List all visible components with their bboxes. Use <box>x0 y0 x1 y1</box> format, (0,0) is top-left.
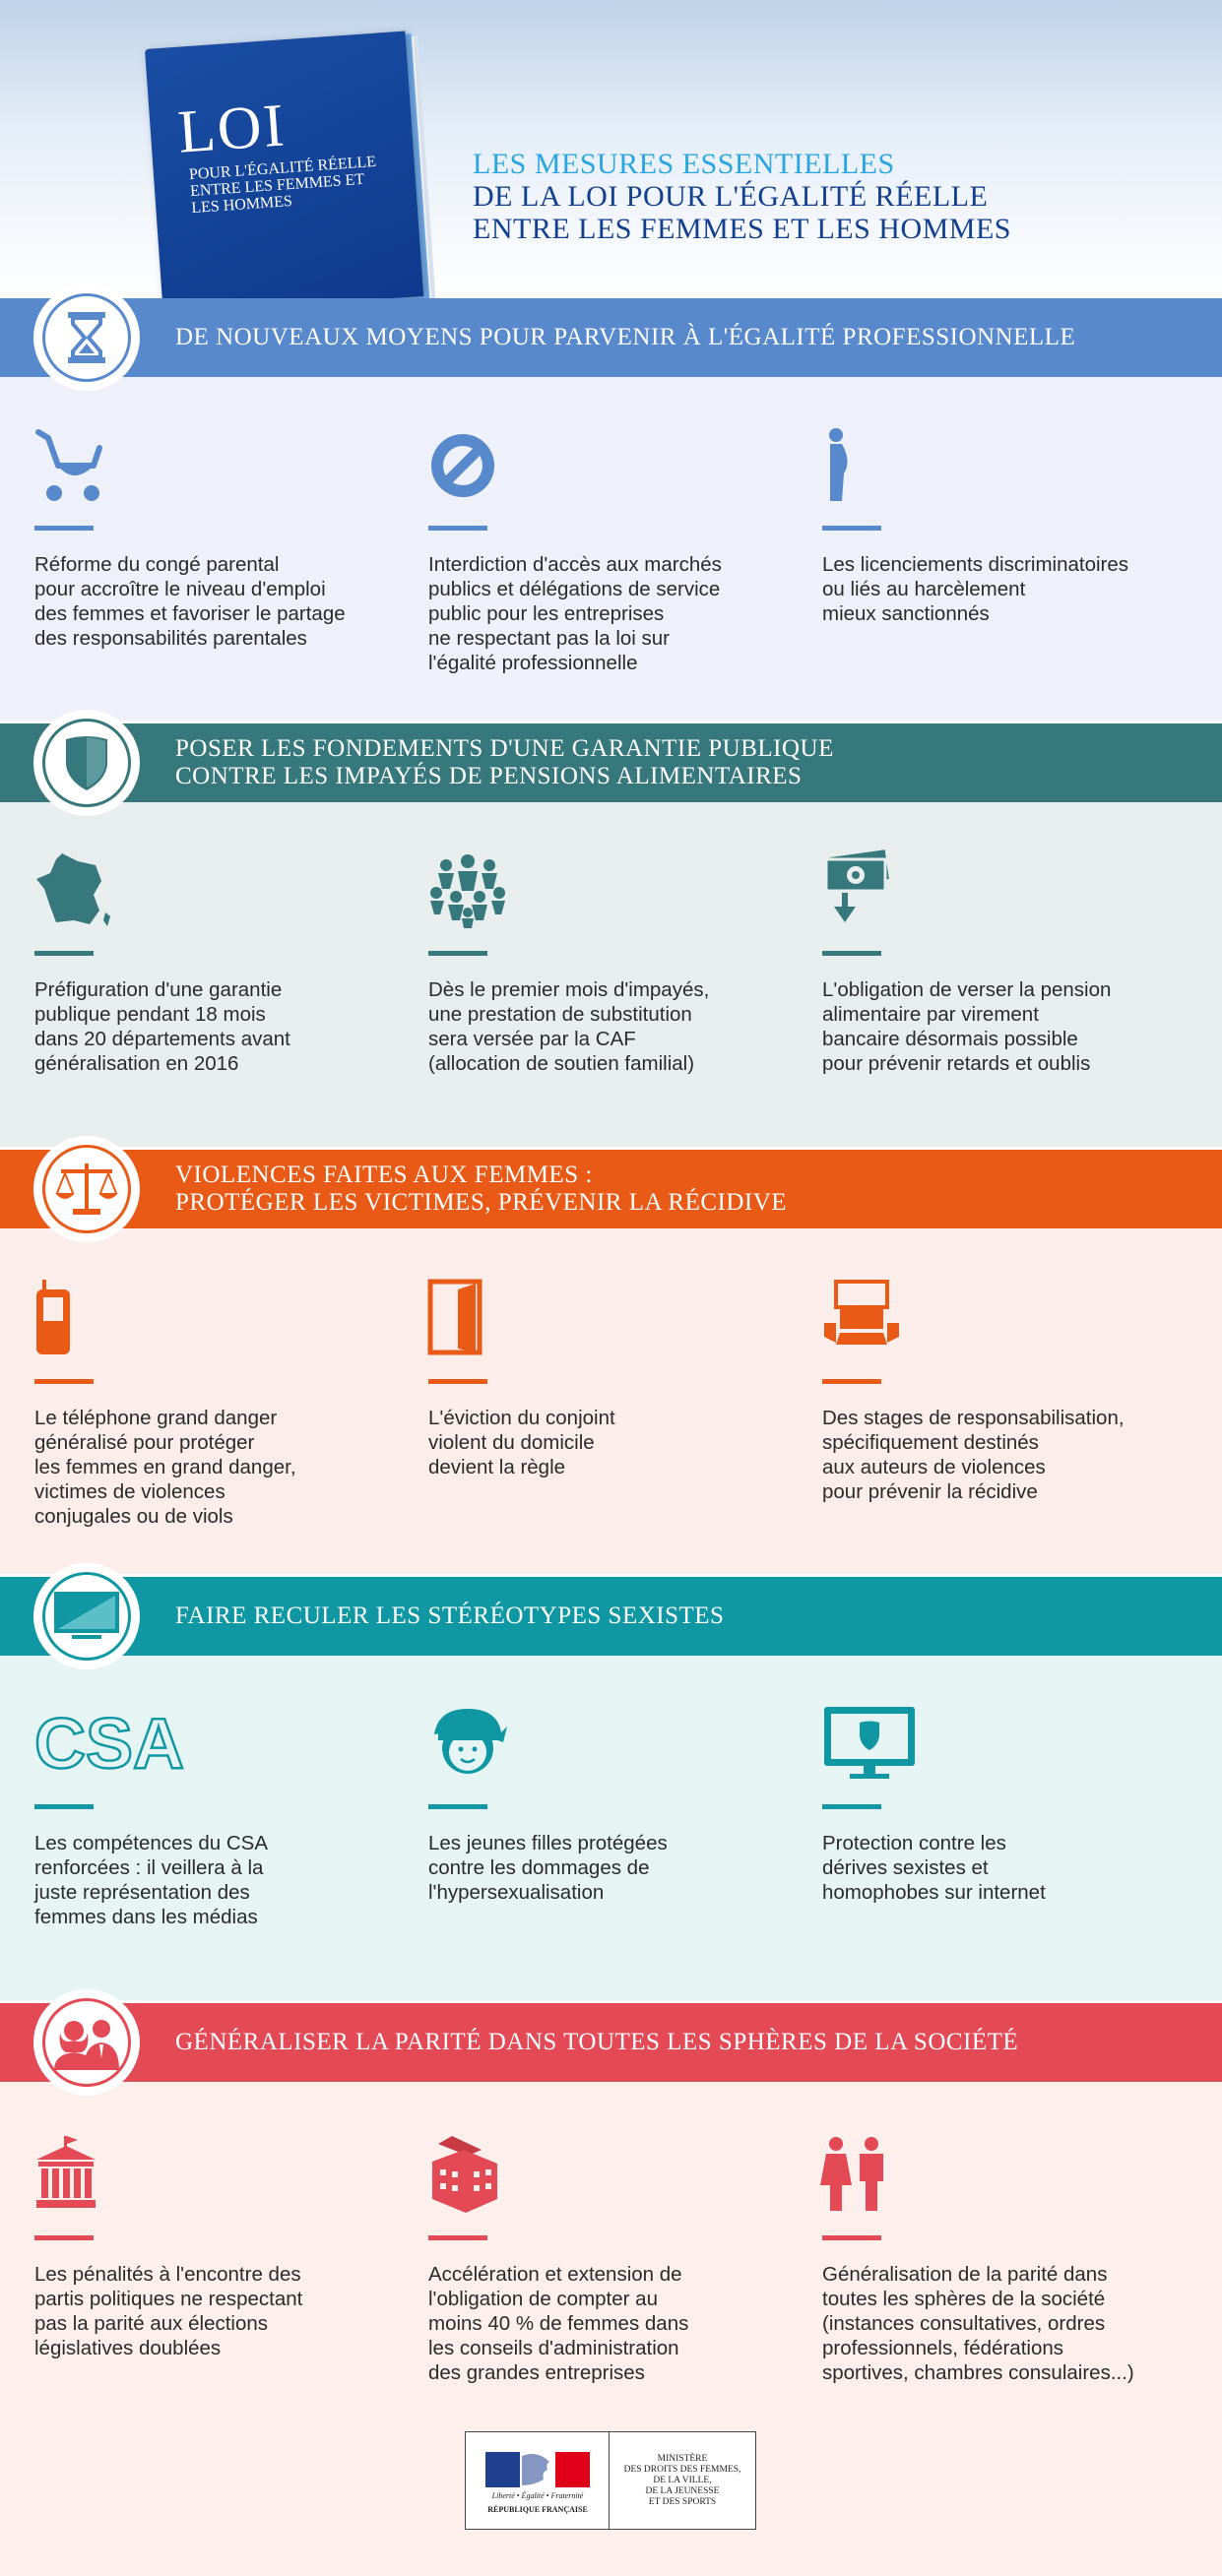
section-3-band <box>0 1150 1222 1228</box>
medal-ring <box>42 719 131 807</box>
republic-motto: Liberté • Égalité • Fraternité <box>491 2491 584 2500</box>
divider <box>822 1379 881 1384</box>
section-title-line1: GÉNÉRALISER LA PARITÉ DANS TOUTES LES SPHÈRES DE LA SOCIÉTÉ <box>175 2029 1019 2055</box>
section-1-body <box>0 377 1222 721</box>
divider <box>428 2235 487 2240</box>
section-3-body <box>0 1228 1222 1574</box>
marianne-logo <box>466 2432 610 2529</box>
divider <box>34 1804 94 1809</box>
section-4-band <box>0 1577 1222 1656</box>
section-title-line1: POSER LES FONDEMENTS D'UNE GARANTIE PUBLIQUE <box>175 735 834 762</box>
section-4-medal <box>33 1563 140 1669</box>
man-woman-icon <box>52 2015 121 2070</box>
book-subtitle: POUR L'ÉGALITÉ RÉELLE ENTRE LES FEMMES ET LES HOMMES <box>188 153 377 218</box>
medal-ring <box>42 1145 131 1233</box>
item-text: Des stages de responsabilisation, spécifiquement destinés aux auteurs de violences pour prévenir la récidive <box>822 1407 1125 1503</box>
item-text: Préfiguration d'une garantie publique pendant 18 mois dans 20 départements avant généralisation en 2016 <box>34 978 290 1075</box>
medal-ring <box>42 1572 131 1661</box>
item-text: Interdiction d'accès aux marchés publics et délégations de service public pour les entreprises ne respectant pas la loi sur l'égalité professionnelle <box>428 553 722 674</box>
section-5-band <box>0 2003 1222 2082</box>
republic-name: RÉPUBLIQUE FRANÇAISE <box>487 2505 588 2514</box>
item-text: Réforme du congé parental pour accroître le niveau d'emploi des femmes et favoriser le partage des responsabilités parentales <box>34 553 346 650</box>
section-1-band <box>0 298 1222 377</box>
divider <box>428 1379 487 1384</box>
section-3-title <box>175 1150 1209 1228</box>
section-title-line1: DE NOUVEAUX MOYENS POUR PARVENIR À L'ÉGALITÉ PROFESSIONNELLE <box>175 324 1076 350</box>
item-text: Les jeunes filles protégées contre les dommages de l'hypersexualisation <box>428 1832 668 1904</box>
tricolor-flag-icon <box>485 2452 590 2487</box>
section-5-medal <box>33 1989 140 2096</box>
medal-ring <box>42 1998 131 2087</box>
page-title-line3: ENTRE LES FEMMES ET LES HOMMES <box>473 213 1011 245</box>
divider <box>34 526 94 531</box>
stroller-icon <box>34 426 113 505</box>
item-text: Les pénalités à l'encontre des partis politiques ne respectant pas la parité aux élections législatives doublées <box>34 2263 303 2359</box>
france-map-icon <box>34 851 113 930</box>
shield-icon <box>62 733 111 792</box>
government-logo <box>465 2431 756 2530</box>
header <box>0 0 1222 298</box>
item-text: Accélération et extension de l'obligation de compter au moins 40 % de femmes dans les conseils d'administration des grandes entreprises <box>428 2263 689 2384</box>
divider <box>428 526 487 531</box>
company-building-icon <box>428 2136 507 2215</box>
tv-screen-icon <box>52 1590 121 1643</box>
mobile-phone-icon <box>34 1280 113 1358</box>
divider <box>428 951 487 956</box>
family-group-icon <box>428 851 507 930</box>
section-3-medal <box>33 1136 140 1242</box>
section-2-body <box>0 802 1222 1147</box>
page-title-line1: LES MESURES ESSENTIELLES <box>473 148 895 180</box>
section-1-medal <box>33 284 140 391</box>
shielded-monitor-icon <box>822 1705 921 1784</box>
item-text: Généralisation de la parité dans toutes les sphères de la société (instances consultatives, ordres professionnels, fédérations sportives, chambres consulaires...) <box>822 2263 1134 2384</box>
item-text: Les licenciements discriminatoires ou liés au harcèlement mieux sanctionnés <box>822 553 1129 625</box>
girl-face-icon <box>428 1705 507 1784</box>
section-2-medal <box>33 710 140 816</box>
divider <box>822 526 881 531</box>
page-title <box>473 148 1201 245</box>
section-title-line2: CONTRE LES IMPAYÉS DE PENSIONS ALIMENTAIRES <box>175 763 803 789</box>
csa-logo-icon <box>34 1705 185 1784</box>
section-5-title <box>175 2003 1209 2082</box>
item-text: L'éviction du conjoint violent du domicile devient la règle <box>428 1407 615 1478</box>
section-2-band <box>0 723 1222 802</box>
section-4-body <box>0 1656 1222 2000</box>
item-text: Protection contre les dérives sexistes et homophobes sur internet <box>822 1832 1046 1904</box>
law-book-illustration <box>145 31 423 315</box>
parliament-icon <box>34 2136 113 2215</box>
section-2-title <box>175 723 1209 802</box>
item-text: L'obligation de verser la pension alimentaire par virement bancaire désormais possible pour prévenir retards et oublis <box>822 978 1112 1075</box>
section-title-line2: PROTÉGER LES VICTIMES, PRÉVENIR LA RÉCIDIVE <box>175 1189 788 1216</box>
classroom-icon <box>822 1280 901 1358</box>
divider <box>34 2235 94 2240</box>
pregnant-woman-icon <box>822 426 901 505</box>
hourglass-icon <box>62 310 111 365</box>
bank-transfer-icon <box>822 851 901 930</box>
divider <box>428 1804 487 1809</box>
item-text: Les compétences du CSA renforcées : il veillera à la juste représentation des femmes dans les médias <box>34 1832 269 1928</box>
couple-icon <box>822 2136 901 2215</box>
item-text: Dès le premier mois d'impayés, une prestation de substitution sera versée par la CAF (allocation de soutien familial) <box>428 978 710 1075</box>
divider <box>822 2235 881 2240</box>
svg-text:CSA: CSA <box>34 1705 185 1784</box>
section-4-title <box>175 1577 1209 1656</box>
book-title: LOI <box>175 92 289 166</box>
ministry-name: MINISTÈRE DES DROITS DES FEMMES, DE LA VILLE, DE LA JEUNESSE ET DES SPORTS <box>623 2453 741 2507</box>
open-door-icon <box>428 1280 507 1358</box>
divider <box>822 951 881 956</box>
divider <box>34 951 94 956</box>
divider <box>822 1804 881 1809</box>
scales-icon <box>55 1162 118 1217</box>
section-title-line1: FAIRE RECULER LES STÉRÉOTYPES SEXISTES <box>175 1602 725 1629</box>
page-title-line2: DE LA LOI POUR L'ÉGALITÉ RÉELLE <box>473 180 989 213</box>
book-cover <box>145 31 423 315</box>
marianne-profile-icon <box>520 2452 555 2487</box>
item-text: Le téléphone grand danger généralisé pour protéger les femmes en grand danger, victimes de violences conjugales ou de viols <box>34 1407 296 1528</box>
divider <box>34 1379 94 1384</box>
section-title-line1: VIOLENCES FAITES AUX FEMMES : <box>175 1162 593 1188</box>
prohibited-icon <box>428 426 507 505</box>
medal-ring <box>42 293 131 382</box>
section-1-title <box>175 298 1209 377</box>
